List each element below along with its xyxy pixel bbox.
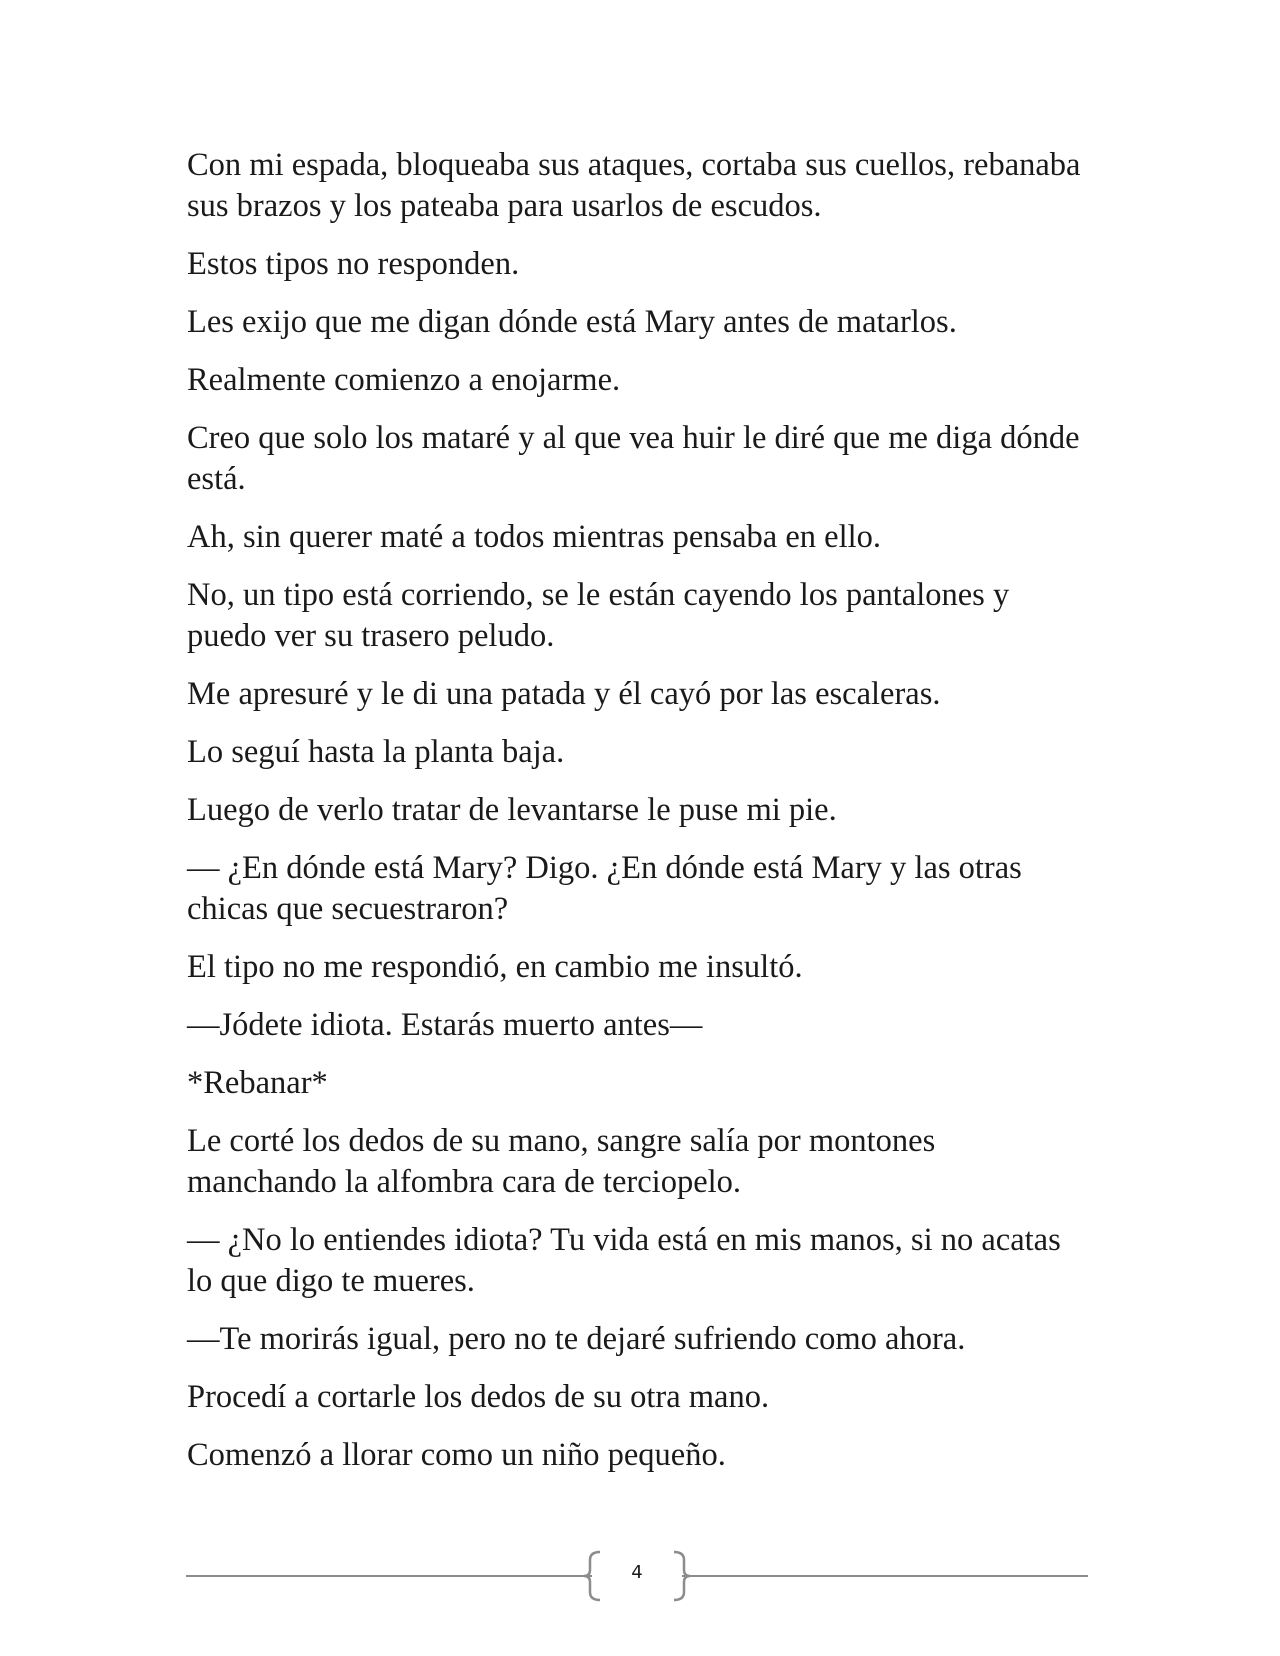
paragraph: Luego de verlo tratar de levantarse le puse mi pie. [187,792,837,828]
paragraph: — ¿No lo entiendes idiota? Tu vida está en mis manos, si no acatas lo que digo te mueres. [187,1222,1061,1299]
paragraph: — ¿En dónde está Mary? Digo. ¿En dónde está Mary y las otras chicas que secuestraron? [187,850,1022,927]
paragraph: No, un tipo está corriendo, se le están cayendo los pantalones y puedo ver su trasero peludo. [187,577,1010,654]
page-number: 4 [631,1562,643,1583]
paragraph: Procedí a cortarle los dedos de su otra mano. [187,1379,770,1415]
paragraph: —Jódete idiota. Estarás muerto antes— [187,1007,703,1043]
paragraph: Comenzó a llorar como un niño pequeño. [187,1437,726,1473]
page-footer [184,1548,1090,1604]
paragraph: El tipo no me respondió, en cambio me insultó. [187,949,803,985]
paragraph: Ah, sin querer maté a todos mientras pensaba en ello. [187,519,882,555]
paragraph: Le corté los dedos de su mano, sangre salía por montones manchando la alfombra cara de terciopelo. [187,1123,936,1200]
paragraph: Con mi espada, bloqueaba sus ataques, cortaba sus cuellos, rebanaba sus brazos y los pateaba para usarlos de escudos. [187,147,1081,224]
paragraph: Me apresuré y le di una patada y él cayó por las escaleras. [187,676,941,712]
paragraph: Realmente comienzo a enojarme. [187,362,621,398]
paragraph: —Te morirás igual, pero no te dejaré sufriendo como ahora. [187,1321,966,1357]
paragraph: Lo seguí hasta la planta baja. [187,734,565,770]
body-text [187,145,1087,1493]
paragraph: Creo que solo los mataré y al que vea huir le diré que me diga dónde está. [187,420,1080,497]
paragraph: Les exijo que me digan dónde está Mary antes de matarlos. [187,304,957,340]
paragraph: *Rebanar* [187,1065,328,1101]
paragraph: Estos tipos no responden. [187,246,520,282]
